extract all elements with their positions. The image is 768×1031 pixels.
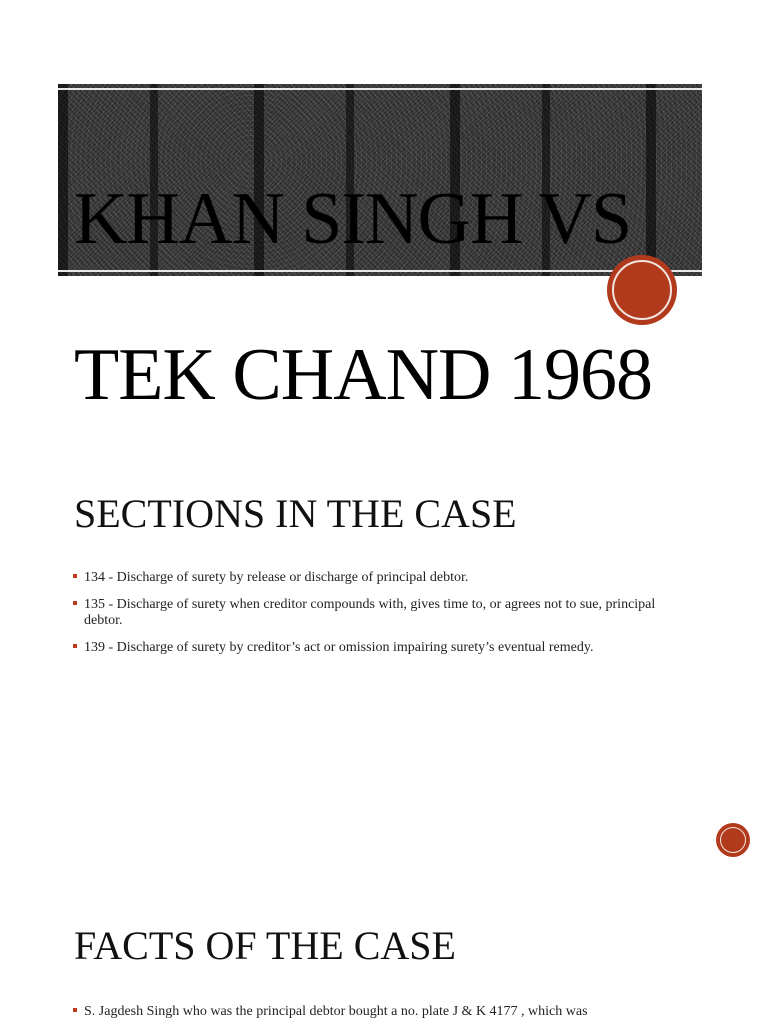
title-line-1: KHAN SINGH VS	[74, 178, 632, 260]
accent-circle-small-icon	[718, 825, 748, 855]
bullet-text: 135 - Discharge of surety when creditor compounds with, gives time to, or agrees not to sue, principal debtor.	[84, 597, 656, 628]
bullet-item	[73, 640, 693, 656]
title-line-2: TEK CHAND 1968	[74, 334, 652, 416]
bullet-text: 139 - Discharge of surety by creditor’s act or omission impairing surety’s eventual remedy.	[84, 640, 594, 655]
bullet-text: S. Jagdesh Singh who was the principal debtor bought a no. plate J & K 4177 , which was	[84, 1004, 588, 1019]
bullet-text: 134 - Discharge of surety by release or discharge of principal debtor.	[84, 570, 469, 585]
banner-top-rule	[58, 88, 702, 90]
bullet-item	[73, 570, 693, 586]
square-bullet-icon	[73, 644, 77, 648]
sections-bullet-list	[73, 570, 693, 667]
facts-heading: FACTS OF THE CASE	[74, 923, 456, 968]
facts-bullet-list	[73, 1004, 693, 1031]
title-banner	[58, 84, 702, 416]
banner-bottom-rule	[58, 270, 702, 272]
sections-heading: SECTIONS IN THE CASE	[74, 491, 517, 536]
square-bullet-icon	[73, 601, 77, 605]
bullet-item	[73, 1004, 693, 1020]
accent-circle-icon	[609, 257, 675, 323]
square-bullet-icon	[73, 574, 77, 578]
square-bullet-icon	[73, 1008, 77, 1012]
bullet-item	[73, 597, 693, 629]
